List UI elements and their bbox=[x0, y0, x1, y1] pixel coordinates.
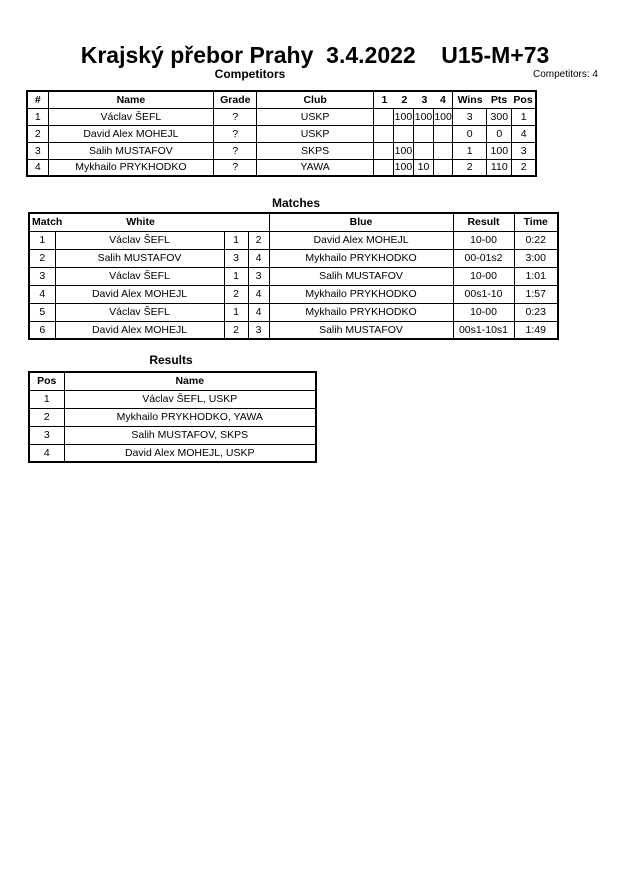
cell-r2: 100 bbox=[393, 159, 413, 176]
cell-blue-name: Salih MUSTAFOV bbox=[269, 267, 453, 285]
matches-table bbox=[28, 212, 559, 340]
header-match: Match bbox=[32, 216, 63, 229]
cell-match-num: 1 bbox=[29, 231, 55, 249]
cell-time: 0:23 bbox=[514, 303, 558, 321]
cell-result: 10-00 bbox=[453, 231, 514, 249]
header-pts: Pts bbox=[490, 93, 508, 106]
cell-result: 00s1-10s1 bbox=[453, 321, 514, 339]
cell-grade: ? bbox=[214, 159, 257, 176]
cell-r4: 100 bbox=[434, 108, 453, 125]
cell-club: USKP bbox=[257, 125, 373, 142]
cell-pos: 4 bbox=[29, 444, 64, 462]
cell-club: USKP bbox=[257, 108, 373, 125]
cell-num: 4 bbox=[27, 159, 48, 176]
cell-r1 bbox=[373, 142, 393, 159]
cell-white-num: 2 bbox=[224, 285, 248, 303]
cell-blue-num: 3 bbox=[248, 267, 269, 285]
cell-r3: 10 bbox=[413, 159, 433, 176]
cell-blue-num: 2 bbox=[248, 231, 269, 249]
header-r3: 3 bbox=[421, 93, 428, 106]
cell-blue-name: David Alex MOHEJL bbox=[269, 231, 453, 249]
header-name: Name bbox=[48, 91, 214, 108]
cell-result: 10-00 bbox=[453, 303, 514, 321]
cell-pts: 110 bbox=[487, 159, 512, 176]
cell-pts: 100 bbox=[487, 142, 512, 159]
cell-r3 bbox=[413, 125, 433, 142]
cell-result: 00-01s2 bbox=[453, 249, 514, 267]
cell-white-name: Salih MUSTAFOV bbox=[55, 249, 224, 267]
cell-r3 bbox=[413, 142, 433, 159]
header-r2: 2 bbox=[401, 93, 408, 106]
header-name: Name bbox=[64, 372, 316, 390]
cell-name: Václav ŠEFL bbox=[48, 108, 214, 125]
cell-white-num: 1 bbox=[224, 267, 248, 285]
cell-pts: 0 bbox=[487, 125, 512, 142]
header-standings-group bbox=[453, 91, 536, 108]
cell-grade: ? bbox=[214, 142, 257, 159]
header-r1: 1 bbox=[381, 93, 388, 106]
cell-pos: 2 bbox=[29, 408, 64, 426]
cell-name: David Alex MOHEJL bbox=[48, 125, 214, 142]
competitor-row bbox=[27, 142, 536, 159]
cell-pos: 2 bbox=[512, 159, 536, 176]
cell-wins: 1 bbox=[453, 142, 487, 159]
header-num: # bbox=[27, 91, 48, 108]
results-caption: Results bbox=[149, 353, 193, 367]
header-blue: Blue bbox=[269, 213, 453, 231]
cell-num: 3 bbox=[27, 142, 48, 159]
cell-blue-name: Mykhailo PRYKHODKO bbox=[269, 285, 453, 303]
cell-r1 bbox=[373, 125, 393, 142]
cell-white-name: David Alex MOHEJL bbox=[55, 321, 224, 339]
cell-num: 2 bbox=[27, 125, 48, 142]
cell-grade: ? bbox=[214, 125, 257, 142]
cell-white-num: 1 bbox=[224, 303, 248, 321]
header-time: Time bbox=[514, 213, 558, 231]
cell-r4 bbox=[434, 125, 453, 142]
competitors-caption: Competitors bbox=[214, 67, 286, 81]
cell-blue-num: 4 bbox=[248, 285, 269, 303]
header-r4: 4 bbox=[440, 93, 446, 106]
match-row bbox=[29, 249, 558, 267]
cell-name: Mykhailo PRYKHODKO, YAWA bbox=[64, 408, 316, 426]
header-match-white-group bbox=[29, 213, 269, 231]
cell-white-num: 1 bbox=[224, 231, 248, 249]
result-row bbox=[29, 408, 316, 426]
cell-white-name: Václav ŠEFL bbox=[55, 303, 224, 321]
results-header-row bbox=[29, 372, 316, 390]
cell-name: Salih MUSTAFOV bbox=[48, 142, 214, 159]
cell-wins: 0 bbox=[453, 125, 487, 142]
cell-result: 10-00 bbox=[453, 267, 514, 285]
result-row bbox=[29, 444, 316, 462]
cell-wins: 3 bbox=[453, 108, 487, 125]
cell-r4 bbox=[434, 142, 453, 159]
cell-white-name: Václav ŠEFL bbox=[55, 267, 224, 285]
result-row bbox=[29, 426, 316, 444]
cell-white-name: Václav ŠEFL bbox=[55, 231, 224, 249]
match-row bbox=[29, 303, 558, 321]
cell-r2: 100 bbox=[393, 142, 413, 159]
header-result: Result bbox=[453, 213, 514, 231]
header-wins: Wins bbox=[457, 93, 483, 106]
results-table bbox=[28, 371, 317, 463]
cell-match-num: 6 bbox=[29, 321, 55, 339]
cell-time: 1:01 bbox=[514, 267, 558, 285]
cell-grade: ? bbox=[214, 108, 257, 125]
header-club: Club bbox=[257, 91, 373, 108]
matches-header-row bbox=[29, 213, 558, 231]
cell-r1 bbox=[373, 159, 393, 176]
cell-pts: 300 bbox=[487, 108, 512, 125]
cell-r3: 100 bbox=[413, 108, 433, 125]
cell-wins: 2 bbox=[453, 159, 487, 176]
cell-blue-num: 4 bbox=[248, 249, 269, 267]
result-row bbox=[29, 390, 316, 408]
cell-blue-name: Mykhailo PRYKHODKO bbox=[269, 249, 453, 267]
header-pos: Pos bbox=[513, 93, 533, 106]
cell-white-num: 2 bbox=[224, 321, 248, 339]
cell-name: Salih MUSTAFOV, SKPS bbox=[64, 426, 316, 444]
cell-club: SKPS bbox=[257, 142, 373, 159]
competitors-count: Competitors: 4 bbox=[532, 69, 598, 80]
cell-time: 0:22 bbox=[514, 231, 558, 249]
cell-name: Václav ŠEFL, USKP bbox=[64, 390, 316, 408]
competitors-header-row bbox=[27, 91, 536, 108]
competitor-row bbox=[27, 159, 536, 176]
cell-match-num: 2 bbox=[29, 249, 55, 267]
cell-result: 00s1-10 bbox=[453, 285, 514, 303]
cell-blue-name: Mykhailo PRYKHODKO bbox=[269, 303, 453, 321]
cell-pos: 3 bbox=[512, 142, 536, 159]
matches-caption: Matches bbox=[271, 196, 321, 210]
cell-white-num: 3 bbox=[224, 249, 248, 267]
cell-time: 3:00 bbox=[514, 249, 558, 267]
cell-r4 bbox=[434, 159, 453, 176]
cell-blue-name: Salih MUSTAFOV bbox=[269, 321, 453, 339]
match-row bbox=[29, 321, 558, 339]
competitor-row bbox=[27, 125, 536, 142]
header-grade: Grade bbox=[214, 91, 257, 108]
cell-white-name: David Alex MOHEJL bbox=[55, 285, 224, 303]
match-row bbox=[29, 267, 558, 285]
cell-r1 bbox=[373, 108, 393, 125]
header-round-numbers bbox=[373, 91, 452, 108]
match-row bbox=[29, 231, 558, 249]
header-white: White bbox=[126, 216, 155, 229]
cell-pos: 3 bbox=[29, 426, 64, 444]
cell-match-num: 4 bbox=[29, 285, 55, 303]
cell-num: 1 bbox=[27, 108, 48, 125]
cell-r2: 100 bbox=[393, 108, 413, 125]
match-row bbox=[29, 285, 558, 303]
cell-pos: 1 bbox=[29, 390, 64, 408]
cell-blue-num: 4 bbox=[248, 303, 269, 321]
competitor-row bbox=[27, 108, 536, 125]
competitors-table bbox=[26, 90, 537, 177]
cell-r2 bbox=[393, 125, 413, 142]
header-pos: Pos bbox=[29, 372, 64, 390]
cell-time: 1:57 bbox=[514, 285, 558, 303]
cell-club: YAWA bbox=[257, 159, 373, 176]
page-title: Krajský přebor Prahy 3.4.2022 U15-M+73 bbox=[80, 42, 550, 68]
cell-time: 1:49 bbox=[514, 321, 558, 339]
cell-blue-num: 3 bbox=[248, 321, 269, 339]
cell-name: David Alex MOHEJL, USKP bbox=[64, 444, 316, 462]
cell-pos: 1 bbox=[512, 108, 536, 125]
cell-match-num: 3 bbox=[29, 267, 55, 285]
cell-pos: 4 bbox=[512, 125, 536, 142]
cell-name: Mykhailo PRYKHODKO bbox=[48, 159, 214, 176]
cell-match-num: 5 bbox=[29, 303, 55, 321]
